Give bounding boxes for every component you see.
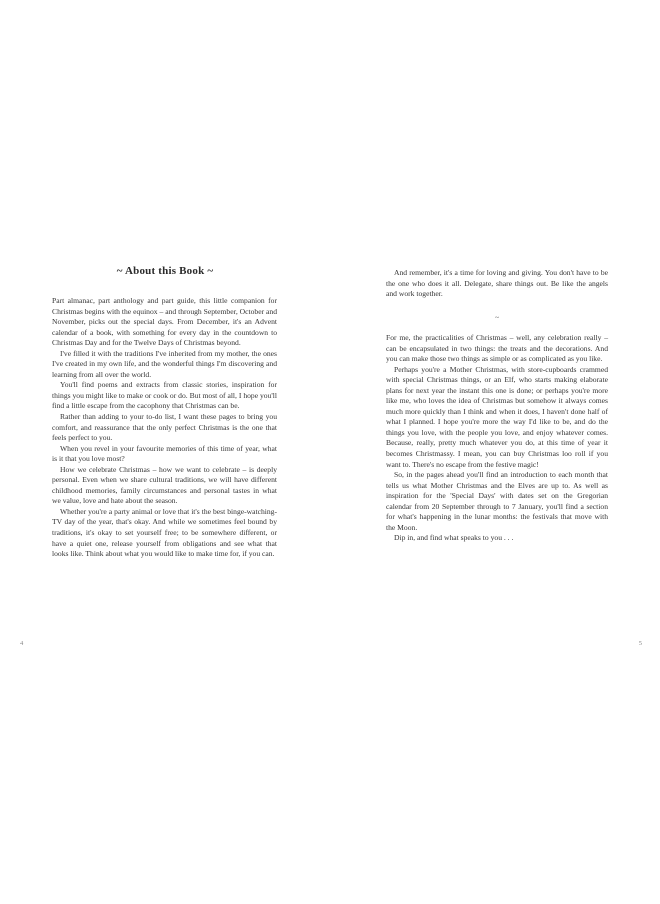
page-heading: ~ About this Book ~ <box>116 265 214 277</box>
paragraph: How we celebrate Christmas – how we want to celebrate – is deeply personal. Even when we share cultural traditions, we will have different childhood memories, family circumstances and personal tastes in what we value, love and hate about the season. <box>52 464 277 506</box>
paragraph: I've filled it with the traditions I've inherited from my mother, the ones I've created in my own life, and the wonderful things I'm discovering and learning from all over the world. <box>52 348 277 379</box>
section-break-tilde: ~ <box>494 313 500 322</box>
page-number-left: 4 <box>20 640 24 647</box>
right-intro-column <box>386 268 608 300</box>
paragraph: Part almanac, part anthology and part guide, this little companion for Christmas begins with the equinox – and through September, October and November, picks out the special days. From December, it's an Advent calendar of a book, with something for every day in the countdown to Christmas Day and for the Twelve Days of Christmas beyond. <box>52 296 277 348</box>
paragraph: So, in the pages ahead you'll find an introduction to each month that tells us what Mother Christmas and the Elves are up to. As well as inspiration for the 'Special Days' with dates set on the Gregorian calendar from 20 September through to 7 January, you'll find a section for what's happening in the lunar months: the festivals that move with the Moon. <box>386 470 608 532</box>
right-page <box>330 0 660 904</box>
paragraph: Perhaps you're a Mother Christmas, with store-cupboards crammed with special Christmas things, or an Elf, who starts making elaborate plans for next year the instant this one is done; or perhaps you're more like me, who loves the idea of Christmas but somehow it always comes much more quickly than I think and when it does, I haven't done half of what I planned. I hope you're more the way I'd like to be, and do the things you love, with the people you love, and enjoy whatever comes. Because, really, pretty much whatever you do, at this time of year it becomes Christmassy. I mean, you can buy Christmas loo roll if you want to. There's no escape from the festive magic! <box>386 364 608 469</box>
paragraph: You'll find poems and extracts from classic stories, inspiration for things you might like to make or cook or do. But most of all, I hope you'll find a little escape from the cacophony that Christmas can be. <box>52 380 277 411</box>
paragraph: And remember, it's a time for loving and giving. You don't have to be the one who does it all. Delegate, share things out. Be like the angels and work together. <box>386 268 608 299</box>
page-number-right: 5 <box>638 640 642 647</box>
left-text-column <box>52 296 277 560</box>
paragraph: For me, the practicalities of Christmas – well, any celebration really – can be encapsulated in two things: the treats and the decorations. And you can make those two things as simple or as complicated as you like. <box>386 333 608 364</box>
paragraph: Dip in, and find what speaks to you . . . <box>394 533 514 543</box>
paragraph: Rather than adding to your to-do list, I want these pages to bring you comfort, and reassurance that the only perfect Christmas is the one that feels perfect to you. <box>52 412 277 443</box>
paragraph: Whether you're a party animal or love that it's the best binge-watching-TV day of the year, that's okay. And while we sometimes feel bound by traditions, it's okay to set yourself free; to be somewhere different, or have a quiet one, release yourself from obligations and see what that looks like. Think about what you would like to make time for, if you can. <box>52 506 277 559</box>
paragraph: When you revel in your favourite memories of this time of year, what is it that you love most? <box>52 443 277 464</box>
right-text-column <box>386 333 608 544</box>
